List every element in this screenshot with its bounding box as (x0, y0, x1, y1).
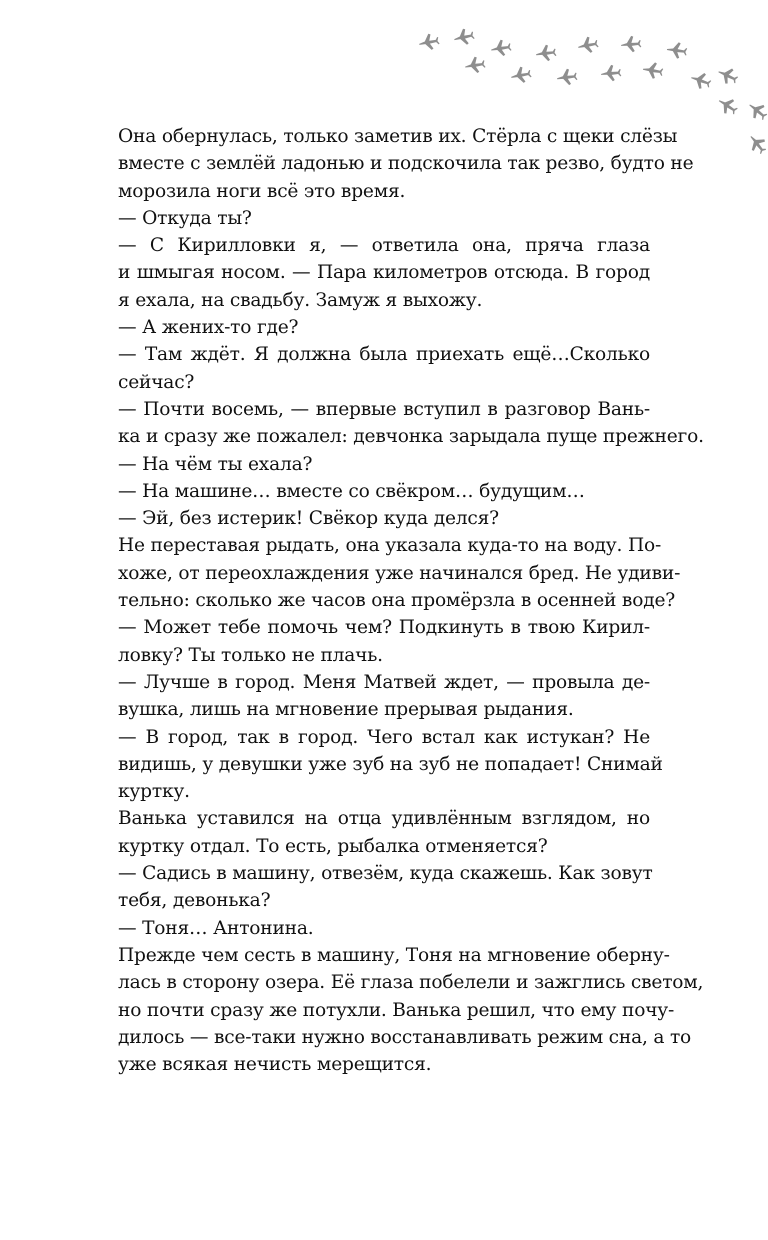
text-line: лась в сторону озера. Её глаза побелели и зажглись светом, (118, 972, 704, 994)
text-line: Ванька уставился на отца удивлённым взглядом, но (118, 808, 650, 830)
text-line: — А жених-то где? (118, 317, 299, 339)
text-line: видишь, у девушки уже зуб на зуб не попадает! Снимай (118, 753, 663, 775)
text-line: — Там ждёт. Я должна была приехать ещё…Сколько (118, 344, 650, 366)
text-line: — Эй, без истерик! Свёкор куда делся? (118, 508, 499, 530)
text-line: — В город, так в город. Чего встал как истукан? Не (118, 726, 650, 748)
text-line: дилось — все-таки нужно восстанавливать режим сна, а то (118, 1026, 692, 1048)
text-line: я ехала, на свадьбу. Замуж я выхожу. (118, 289, 483, 311)
text-line: — С Кирилловки я, — ответила она, пряча глаза (118, 235, 650, 257)
text-line: сейчас? (118, 371, 195, 393)
text-line: морозила ноги всё это время. (118, 180, 406, 202)
text-line: но почти сразу же потухли. Ванька решил, что ему почу- (118, 999, 675, 1021)
text-line: — Садись в машину, отвезём, куда скажешь. Как зовут (118, 863, 653, 885)
text-line: куртку. (118, 781, 190, 803)
text-line: тельно: сколько же часов она промёрзла в осенней воде? (118, 590, 676, 612)
text-line: — На машине… вместе со свёкром… будущим… (118, 480, 585, 502)
text-line: ка и сразу же пожалел: девчонка зарыдала пуще прежнего. (118, 426, 704, 448)
text-line: — Может тебе помочь чем? Подкинуть в твою Кирил- (118, 617, 650, 639)
text-line: вместе с землёй ладонью и подскочила так резво, будто не (118, 153, 694, 175)
page-body-text (118, 123, 704, 1078)
text-line: Она обернулась, только заметив их. Стёрла с щеки слёзы (118, 126, 678, 147)
text-line: — Тоня… Антонина. (118, 917, 314, 939)
text-line: Не переставая рыдать, она указала куда-то на воду. По- (118, 535, 662, 557)
text-line: — Почти восемь, — впервые вступил в разговор Вань- (118, 398, 650, 420)
text-line: куртку отдал. То есть, рыбалка отменяется? (118, 835, 548, 857)
text-line: Прежде чем сесть в машину, Тоня на мгновение оберну- (118, 944, 670, 966)
text-line: — Лучше в город. Меня Матвей ждет, — провыла де- (118, 671, 650, 693)
text-line: вушка, лишь на мгновение прерывая рыдания. (118, 699, 574, 721)
text-line: тебя, девонька? (118, 890, 271, 912)
text-line: ловку? Ты только не плачь. (118, 644, 383, 666)
text-line: — Откуда ты? (118, 207, 252, 229)
text-line: уже всякая нечисть мерещится. (118, 1054, 432, 1076)
text-line: — На чём ты ехала? (118, 453, 313, 475)
text-line: и шмыгая носом. — Пара километров отсюда. В город (118, 262, 650, 284)
text-line: хоже, от переохлаждения уже начинался бред. Не удиви- (118, 562, 681, 584)
